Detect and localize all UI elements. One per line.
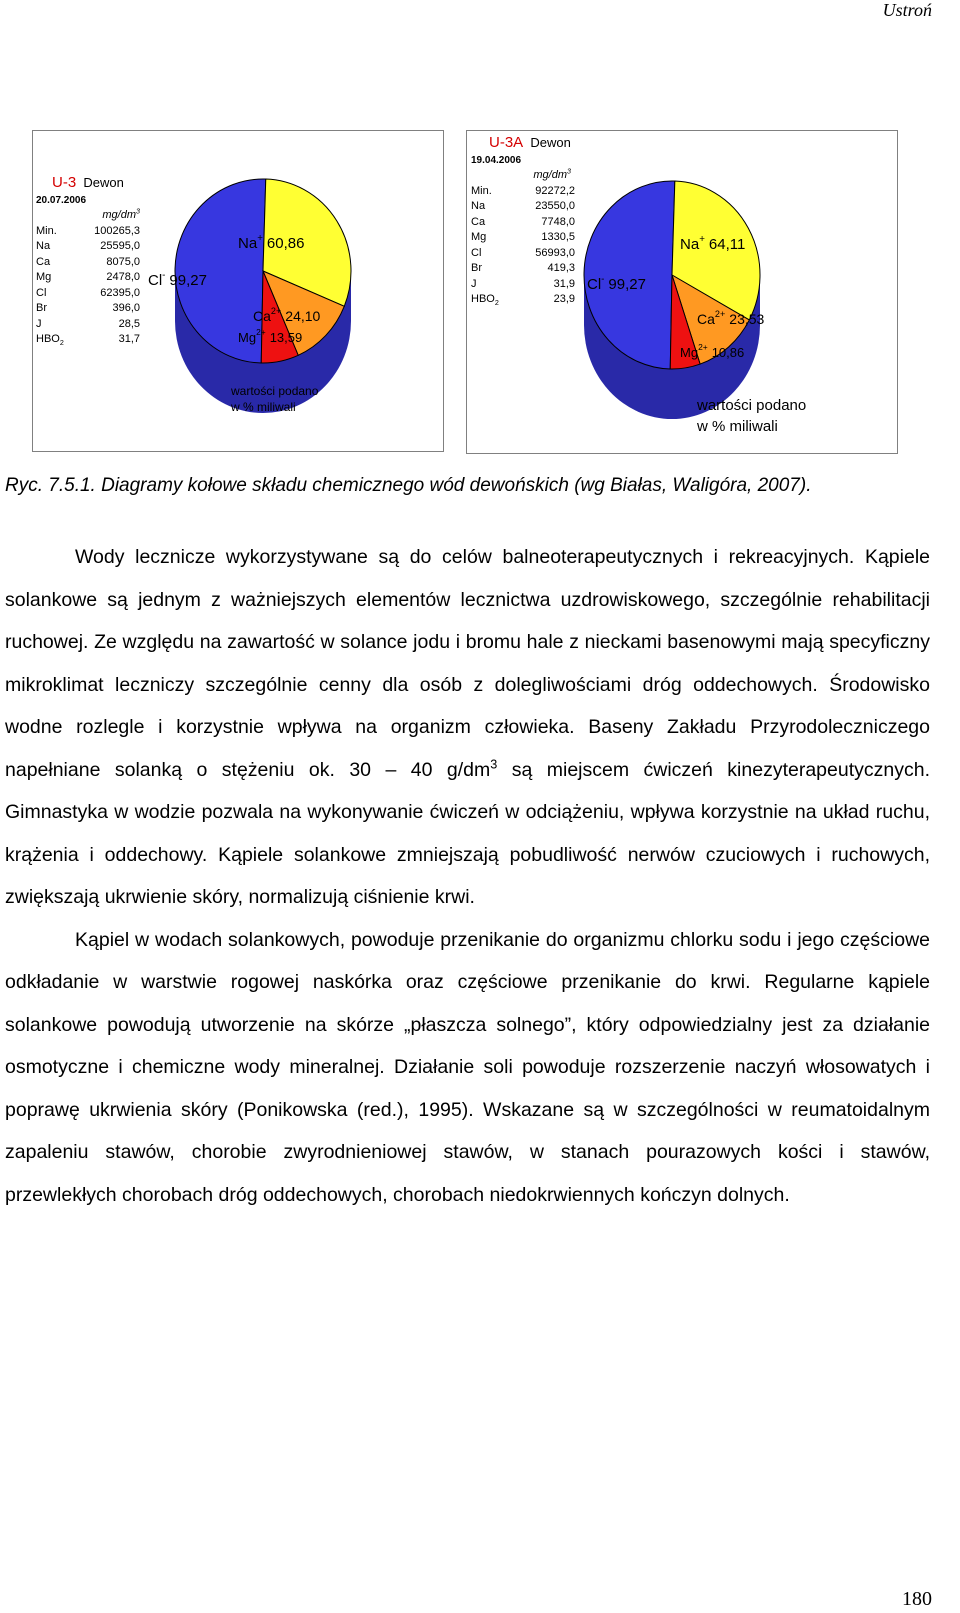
- page-number: 180: [902, 1588, 932, 1610]
- table-row: Mg 1330,5: [471, 231, 575, 243]
- running-header: Ustroń: [882, 0, 932, 20]
- age-label: Dewon: [83, 175, 124, 190]
- table-row: $HBO_2$ 31,7: [36, 333, 140, 348]
- table-row: Ca 8075,0: [36, 255, 140, 268]
- paragraph: Wody lecznicze wykorzystywane są do celów balneoterapeutycznych i rekreacyjnych. Kąpiele solankowe są jednym z ważniejszych elementów lecznictwa uzdrowiskowego, szczególnie rehabilitacji ruchowej. Ze względu na zawartość w solance jodu i bromu hale z nieckami basenowymi mają specyficzny mikroklimat leczniczy szczególnie cenny dla osób z dolegliwościami dróg oddechowych. Środowisko wodne rozlegle i korzystnie wpływa na organizm człowieka. Baseny Zakładu Przyrodoleczniczego napełniane solanką o stężeniu ok. 30 – 40 $g/dm^3$ są miejscem ćwiczeń kinezyterapeutycznych. Gimnastyka w wodzie pozwala na wykonywanie ćwiczeń w odciążeniu, wpływa korzystnie na układ ruchu, krążenia i oddechowy. Kąpiele solankowe zmniejszają pobudliwość nerwów czuciowych i ruchowych, zwiększają ukrwienie skóry, normalizują ciśnienie krwi.: [5, 546, 930, 908]
- table-row: Mg 2478,0: [36, 271, 140, 283]
- table-row: Ca 7748,0: [471, 215, 575, 228]
- chart-panel-u3a: [466, 130, 898, 454]
- body-text: [5, 536, 930, 1216]
- slice-label-ca: $Ca^{2+}$ 24,10: [253, 306, 321, 324]
- sample-date: 20.07.2006: [36, 194, 87, 206]
- well-code: U-3: [52, 174, 77, 191]
- paragraph: Kąpiel w wodach solankowych, powoduje przenikanie do organizmu chlorku sodu i jego częściowe odkładanie w warstwie rogowej naskórka oraz częściowe przenikanie do krwi. Regularne kąpiele solankowe powodują utworzenie na skórze „płaszcza solnego”, który odpowiedzialny jest za działanie osmotyczne i chemiczne wody mineralnej. Działanie soli powoduje rozszerzenie naczyń włosowatych i poprawę ukrwienia skóry (Ponikowska (red.), 1995). Wskazane są w szczególności w reumatoidalnym zapaleniu stawów, chorobie zwyrodnieniowej stawów, w stanach pourazowych kości i stawów, przewlekłych chorobach dróg oddechowych, chorobach niedokrwiennych kończyn dolnych.: [5, 928, 930, 1206]
- table-row: Cl 56993,0: [471, 246, 575, 259]
- slice-label-cl: Cl- 99,27: [587, 274, 646, 293]
- well-code: U-3A: [489, 134, 524, 151]
- table-row: Na 25595,0: [36, 240, 140, 252]
- slice-label-mg: $Mg^{2+}$ 10,86: [680, 342, 745, 360]
- slice-label-na: Na+ 60,86: [238, 233, 305, 252]
- chart-note: wartości podano w % miliwali: [231, 384, 319, 414]
- table-row: Cl 62395,0: [36, 286, 140, 299]
- chart-panel-u3: [32, 130, 444, 452]
- age-label: Dewon: [530, 135, 571, 150]
- table-row: J 28,5: [36, 317, 140, 330]
- slice-label-na: Na+ 64,11: [680, 234, 746, 253]
- slice-label-cl: Cl- 99,27: [148, 270, 207, 289]
- table-row: Min. 100265,3: [36, 224, 140, 237]
- pie-chart-u3a: [467, 131, 897, 453]
- table-row: Br 396,0: [36, 302, 140, 314]
- unit-label: $mg/dm^3$: [102, 207, 140, 221]
- chart-note: wartości podano w % miliwali: [697, 397, 807, 435]
- unit-label: $mg/dm^3$: [533, 167, 571, 181]
- table-row: J 31,9: [471, 277, 575, 290]
- slice-label-mg: $Mg^{2+}$ 13,59: [238, 327, 303, 345]
- table-row: Br 419,3: [471, 262, 575, 274]
- table-row: Min. 92272,2: [471, 184, 575, 197]
- slice-label-ca: $Ca^{2+}$ 23,53: [697, 309, 765, 327]
- table-row: $HBO_2$ 23,9: [471, 293, 575, 308]
- sample-date: 19.04.2006: [471, 154, 522, 166]
- table-row: Na 23550,0: [471, 200, 575, 212]
- figure-caption: Ryc. 7.5.1. Diagramy kołowe składu chemicznego wód dewońskich (wg Białas, Waligóra, 2007).: [5, 475, 812, 496]
